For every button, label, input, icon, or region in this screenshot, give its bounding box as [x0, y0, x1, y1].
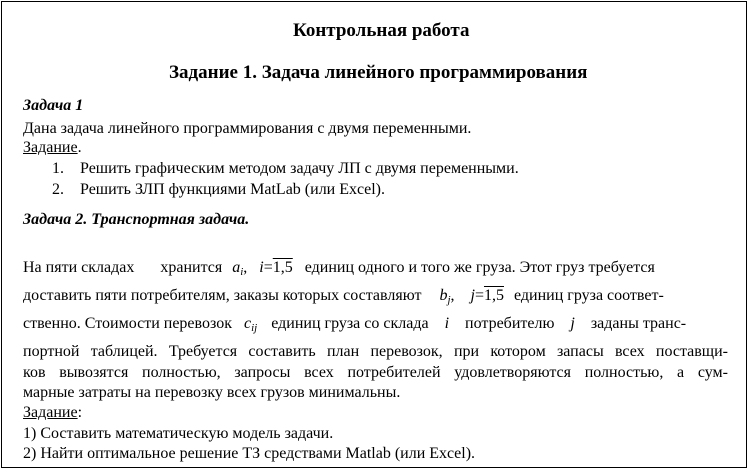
line3-text-a: ственно. Стоимости перевозок — [23, 315, 232, 332]
task1-assignment-label — [23, 139, 82, 157]
task2-item-2: 2) Найти оптимальное решение ТЗ средствами Matlab (или Excel). — [23, 445, 476, 462]
line1-comma: , — [243, 259, 248, 276]
document-title: Контрольная работа — [293, 20, 470, 41]
demand-var-letter: b — [439, 287, 448, 304]
task1-item-number: 2. — [52, 181, 64, 198]
supply-range — [259, 259, 292, 276]
task2-item-1: 1) Составить математическую модель задачи. — [23, 425, 334, 442]
task1-item-text: Решить ЗЛП функциями MatLab (или Excel). — [80, 181, 385, 198]
line2-text-a: доставить пяти потребителям, заказы которых составляют — [23, 287, 422, 304]
demand-range-index: j — [470, 287, 475, 304]
demand-range — [471, 287, 504, 304]
cost-var-letter: c — [243, 315, 252, 332]
task2-line-3 — [23, 315, 686, 334]
task2-assignment-label — [23, 404, 82, 422]
demand-range-value: 1,5 — [483, 287, 504, 304]
line1-rest: единиц одного и того же груза. Этот груз требуется — [304, 259, 655, 276]
supply-var-letter: a — [232, 259, 241, 276]
line1-text-a: На пяти складах — [23, 259, 135, 276]
line3-text-c: потребителю — [465, 315, 555, 332]
task1-item-number: 1. — [52, 160, 64, 177]
supply-range-index: i — [259, 259, 264, 276]
task1-item-2 — [52, 181, 385, 199]
task2-line-2 — [23, 287, 664, 306]
line2-rest: единиц груза соответ- — [513, 287, 664, 304]
cost-variable — [244, 315, 257, 332]
task2-assignment-text: Задание — [23, 404, 78, 421]
task1-assignment-text: Задание — [23, 139, 78, 156]
supply-var-sub: i — [240, 266, 244, 278]
task2-line-6: марные затраты на перевозку всех грузов минимальны. — [23, 384, 401, 401]
cost-var-sub: ij — [251, 322, 258, 334]
line3-index-i: i — [444, 315, 450, 332]
task1-item-text: Решить графическим методом задачу ЛП с двумя переменными. — [80, 160, 519, 177]
task2-line-1 — [23, 259, 723, 278]
section-title: Задание 1. Задача линейного программирования — [169, 62, 588, 83]
task2-line-4 — [23, 343, 728, 361]
line2-comma: , — [450, 287, 455, 304]
task2-assignment-colon: : — [77, 404, 83, 421]
supply-range-value: 1,5 — [272, 259, 293, 276]
document-page — [1, 1, 747, 468]
task1-description: Дана задача линейного программирования с двумя переменными. — [23, 120, 472, 137]
demand-range-eq: = — [474, 287, 484, 304]
line4-text: портной таблицей. Требуется составить план перевозок, при котором запасы всех поставщи- — [23, 343, 728, 360]
task1-assignment-dot: . — [77, 139, 82, 156]
supply-variable — [232, 259, 243, 276]
demand-variable — [439, 287, 450, 304]
task1-item-1 — [52, 160, 519, 178]
line1-text-b: хранится — [160, 259, 223, 276]
line3-text-b: единиц груза со склада — [271, 315, 429, 332]
line3-index-j: j — [570, 315, 575, 332]
line3-text-d: заданы транс- — [590, 315, 687, 332]
supply-range-eq: = — [263, 259, 273, 276]
task2-line-5 — [23, 364, 728, 382]
demand-var-sub: j — [447, 294, 451, 306]
task2-heading: Задача 2. Транспортная задача. — [23, 211, 250, 228]
task1-heading: Задача 1 — [23, 97, 84, 114]
line5-text: ков вывозятся полностью, запросы всех потребителей удовлетворяются полностью, а сум- — [23, 364, 728, 381]
